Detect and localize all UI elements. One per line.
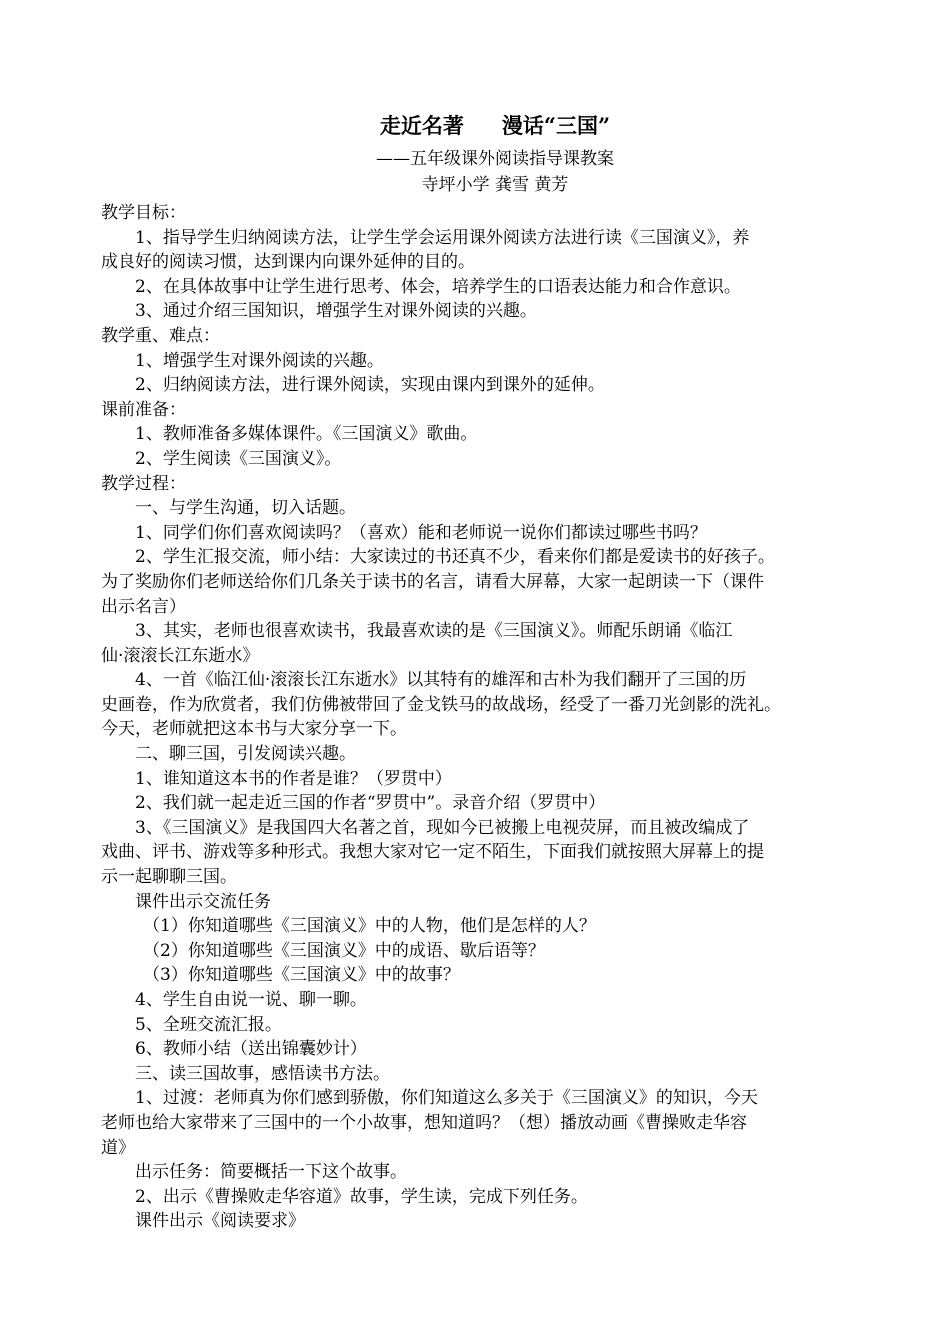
text-line: 2、出示《曹操败走华容道》故事，学生读，完成下列任务。	[135, 1186, 588, 1207]
text-line: 1、教师准备多媒体课件。《三国演义》歌曲。	[135, 424, 478, 445]
title-part-1: 走近名著	[379, 113, 464, 138]
text-line: 1、指导学生归纳阅读方法，让学生学会运用课外阅读方法进行读《三国演义》，养	[135, 227, 750, 248]
text-line: 教学重、难点：	[101, 325, 220, 346]
text-line: 课件出示《阅读要求》	[135, 1211, 305, 1232]
text-line: 课前准备：	[101, 399, 186, 420]
text-line: 示一起聊聊三国。	[101, 867, 237, 888]
text-line: 5、全班交流汇报。	[135, 1014, 282, 1035]
document-subtitle: ——五年级课外阅读指导课教案	[376, 149, 614, 169]
text-line: 仙·滚滚长江东逝水》	[101, 645, 260, 666]
text-line: 4、学生自由说一说、聊一聊。	[135, 990, 367, 1010]
document-body	[101, 201, 871, 1234]
text-line: 课件出示交流任务	[135, 891, 271, 912]
text-line: 2、在具体故事中让学生进行思考、体会，培养学生的口语表达能力和合作意识。	[135, 276, 741, 297]
text-line: 1、增强学生对课外阅读的兴趣。	[135, 350, 384, 371]
text-line: 教学过程：	[101, 473, 186, 494]
text-line: 3、通过介绍三国知识，增强学生对课外阅读的兴趣。	[135, 301, 537, 322]
text-line: 3、其实，老师也很喜欢读书，我最喜欢读的是《三国演义》。师配乐朗诵《临江	[135, 621, 733, 642]
text-line: 二、聊三国，引发阅读兴趣。	[135, 744, 356, 765]
title-part-2: 漫话“三国”	[501, 113, 611, 138]
text-line: 2、我们就一起走近三国的作者“罗贯中”。录音介绍（罗贯中）	[135, 793, 606, 814]
text-line: （3）你知道哪些《三国演义》中的故事？	[143, 965, 460, 986]
text-line: 一、与学生沟通，切入话题。	[135, 498, 356, 519]
text-line: 6、教师小结（送出锦囊妙计）	[135, 1039, 367, 1060]
document-authors: 寺坪小学 龚雪 黄芳	[421, 175, 569, 195]
text-line: 老师也给大家带来了三国中的一个小故事，想知道吗？（想）播放动画《曹操败走华容	[101, 1112, 747, 1133]
text-line: 2、学生阅读《三国演义》。	[135, 448, 342, 469]
text-line: 出示任务：简要概括一下这个故事。	[135, 1162, 407, 1183]
text-line: （1）你知道哪些《三国演义》中的人物，他们是怎样的人？	[143, 916, 596, 937]
text-line: 出示名言）	[101, 596, 186, 617]
text-line: 成良好的阅读习惯，达到课内向课外延伸的目的。	[101, 252, 475, 273]
text-line: 今天，老师就把这本书与大家分享一下。	[101, 719, 407, 740]
text-line: 戏曲、评书、游戏等多种形式。我想大家对它一定不陌生，下面我们就按照大屏幕上的提	[101, 842, 764, 863]
text-line: 2、学生汇报交流，师小结：大家读过的书还真不少，看来你们都是爱读书的好孩子。	[135, 547, 775, 568]
text-line: 1、谁知道这本书的作者是谁？（罗贯中）	[135, 768, 452, 789]
text-line: 3、《三国演义》是我国四大名著之首，现如今已被搬上电视荧屏，而且被改编成了	[135, 817, 750, 838]
text-line: 2、归纳阅读方法，进行课外阅读，实现由课内到课外的延伸。	[135, 375, 605, 396]
text-line: （2）你知道哪些《三国演义》中的成语、歇后语等？	[143, 940, 545, 961]
text-line: 1、同学们你们喜欢阅读吗？（喜欢）能和老师说一说你们都读过哪些书吗？	[135, 522, 707, 543]
text-line: 为了奖励你们老师送给你们几条关于读书的名言，请看大屏幕，大家一起朗读一下（课件	[101, 571, 764, 592]
document-title	[0, 111, 950, 141]
text-line: 教学目标：	[101, 203, 186, 223]
text-line: 道》	[101, 1137, 135, 1158]
text-line: 三、读三国故事，感悟读书方法。	[135, 1063, 390, 1084]
text-line: 史画卷，作为欣赏者，我们仿佛被带回了金戈铁马的故战场，经受了一番刀光剑影的洗礼。	[101, 694, 781, 715]
text-line: 4、一首《临江仙·滚滚长江东逝水》以其特有的雄浑和古朴为我们翻开了三国的历	[135, 670, 747, 691]
text-line: 1、过渡：老师真为你们感到骄傲，你们知道这么多关于《三国演义》的知识，今天	[135, 1088, 758, 1109]
